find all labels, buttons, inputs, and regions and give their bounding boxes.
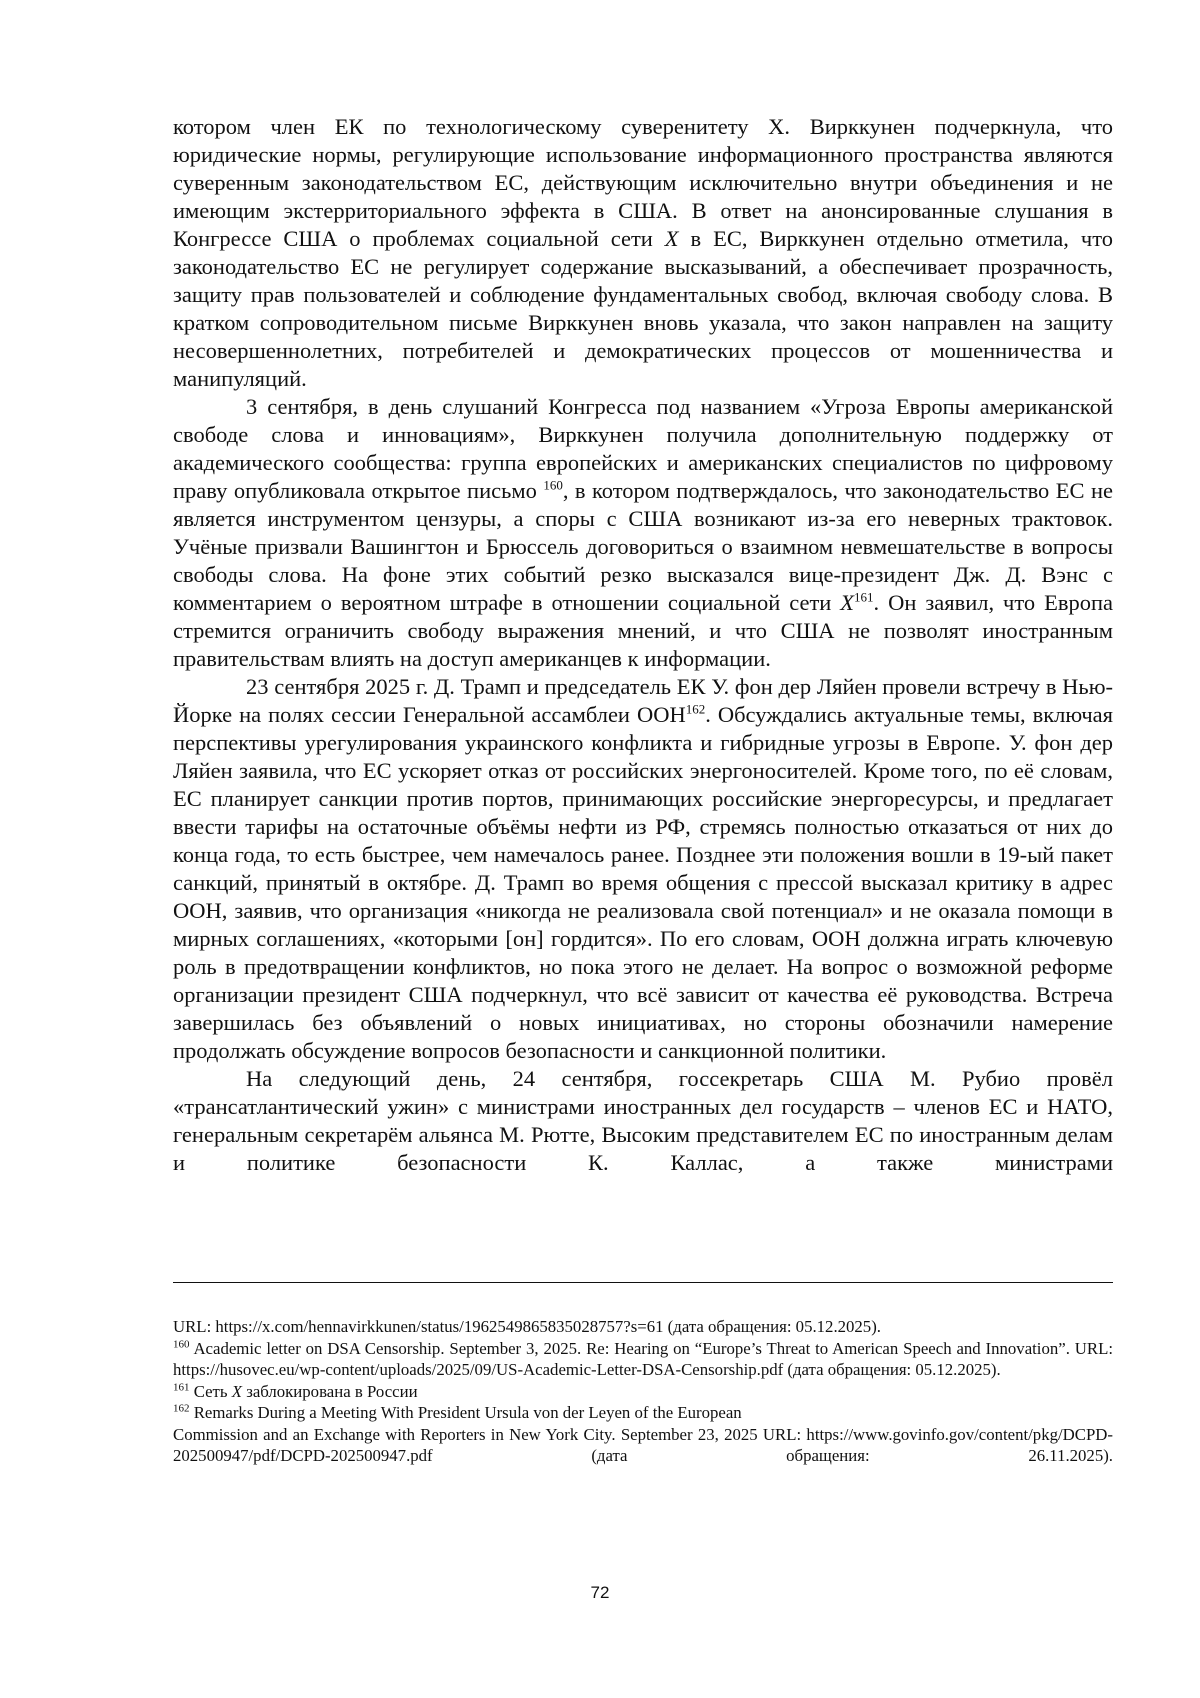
footnote-161 [173, 1381, 1113, 1403]
main-text [173, 113, 1113, 1177]
italic-x: X [840, 590, 855, 615]
italic-x: X [231, 1381, 242, 1401]
footnote-number: 161 [173, 1380, 190, 1393]
paragraph-1 [173, 113, 1113, 393]
footnote-number: 160 [173, 1337, 190, 1350]
footnote-number: 162 [173, 1402, 190, 1415]
text-run: в ЕС, Вирккунен отдельно отметила, что законодательство ЕС не регулирует содержание высказываний, а обеспечивает прозрачность, защиту прав пользователей и соблюдение фундаментальных свобод, включая свободу слова. В кратком сопроводительном письме Вирккунен вновь указала, что закон направлен на защиту несовершеннолетних, потребителей и демократических процессов от мошенничества и манипуляций. [173, 226, 1113, 391]
footnote-159-continuation: URL: https://x.com/hennavirkkunen/status/1962549865835028757?s=61 (дата обращения: 05.12.2025). [173, 1317, 881, 1336]
footnote-162 [173, 1402, 1113, 1424]
footnote-separator [173, 1282, 1113, 1283]
footnote-text: Academic letter on DSA Censorship. September 3, 2025. Re: Hearing on “Europe’s Threat to American Speech and Innovation”. URL: https://husovec.eu/wp-content/uploads/2025/09/US-Academic-Letter-DSA-Censorship.pdf (дата обращения: 05.12.2025). [173, 1338, 1113, 1379]
footnotes [173, 1316, 1113, 1467]
footnote-text: Сеть [193, 1381, 232, 1401]
footnote-162-continuation: Commission and an Exchange with Reporters in New York City. September 23, 2025 URL: https://www.govinfo.gov/content/pkg/DCPD-202500947/pdf/DCPD-202500947.pdf (дата обращения: 26.11.2025). [173, 1424, 1113, 1465]
paragraph-3 [173, 673, 1113, 1065]
text-run: , в котором подтверждалось, что законодательство ЕС не является инструментом цензуры, а споры с США возникают из-за его неверных трактовок. Учёные призвали Вашингтон и Брюссель договориться о взаимном невмешательстве в вопросы свободы слова. На фоне этих событий резко высказался вице-президент Дж. Д. Вэнс с комментарием о вероятном штрафе в отношении социальной сети [173, 478, 1113, 615]
italic-x: X [664, 226, 679, 251]
text-run: котором член ЕК по технологическому суверенитету Х. Вирккунен подчеркнула, что юридические нормы, регулирующие использование информационного пространства являются суверенным законодательством ЕС, действующим исключительно внутри объединения и не имеющим экстерриториального эффекта в США. В ответ на анонсированные слушания в Конгрессе США о проблемах социальной сети [173, 114, 1113, 251]
footnote-ref-160[interactable]: 160 [543, 477, 563, 493]
page-number: 72 [590, 1583, 610, 1602]
footnote-ref-161[interactable]: 161 [854, 589, 874, 605]
paragraph-4: На следующий день, 24 сентября, госсекретарь США М. Рубио провёл «трансатлантический ужин» с министрами иностранных дел государств – членов ЕС и НАТО, генеральным секретарём альянса М. Рютте, Высоким представителем ЕС по иностранным делам и политике безопасности К. Каллас, а также министрами [173, 1066, 1113, 1175]
text-run: 23 сентября 2025 г. Д. Трамп и председатель ЕК У. фон дер Ляйен провели встречу в Нью-Йорке на полях сессии Генеральной ассамблеи ООН [173, 674, 1113, 727]
footnote-160 [173, 1338, 1113, 1381]
paragraph-2 [173, 393, 1113, 673]
footnote-ref-162[interactable]: 162 [685, 701, 706, 717]
text-run: . Он заявил, что Европа стремится ограничить свободу выражения мнений, и что США не позволят иностранным правительствам влиять на доступ американцев к информации. [173, 590, 1114, 671]
footnote-text: Remarks During a Meeting With President Ursula von der Leyen of the European [193, 1403, 742, 1422]
text-run: . Обсуждались актуальные темы, включая перспективы урегулирования украинского конфликта и гибридные угрозы в Европе. У. фон дер Ляйен заявила, что ЕС ускоряет отказ от российских энергоносителей. Кроме того, по её словам, ЕС планирует санкции против портов, принимающих российские энергоресурсы, и предлагает ввести тарифы на остаточные объёмы нефти из РФ, стремясь полностью отказаться от них до конца года, то есть быстрее, чем намечалось ранее. Позднее эти положения вошли в 19-ый пакет санкций, принятый в октябре. Д. Трамп во время общения с прессой высказал критику в адрес ООН, заявив, что организация «никогда не реализовала свой потенциал» и не оказала помощи в мирных соглашениях, «которыми [он] гордится». По его словам, ООН должна играть ключевую роль в предотвращении конфликтов, но пока этого не делает. На вопрос о возможной реформе организации президент США подчеркнул, что всё зависит от качества её руководства. Встреча завершилась без объявлений о новых инициативах, но стороны обозначили намерение продолжать обсуждение вопросов безопасности и санкционной политики. [173, 702, 1114, 1063]
text-run: 3 сентября, в день слушаний Конгресса под названием «Угроза Европы американской свободе слова и инновациям», Вирккунен получила дополнительную поддержку от академического сообщества: группа европейских и американских специалистов по цифровому праву опубликовала открытое письмо [173, 394, 1113, 503]
footnote-text: заблокирована в России [242, 1381, 418, 1401]
